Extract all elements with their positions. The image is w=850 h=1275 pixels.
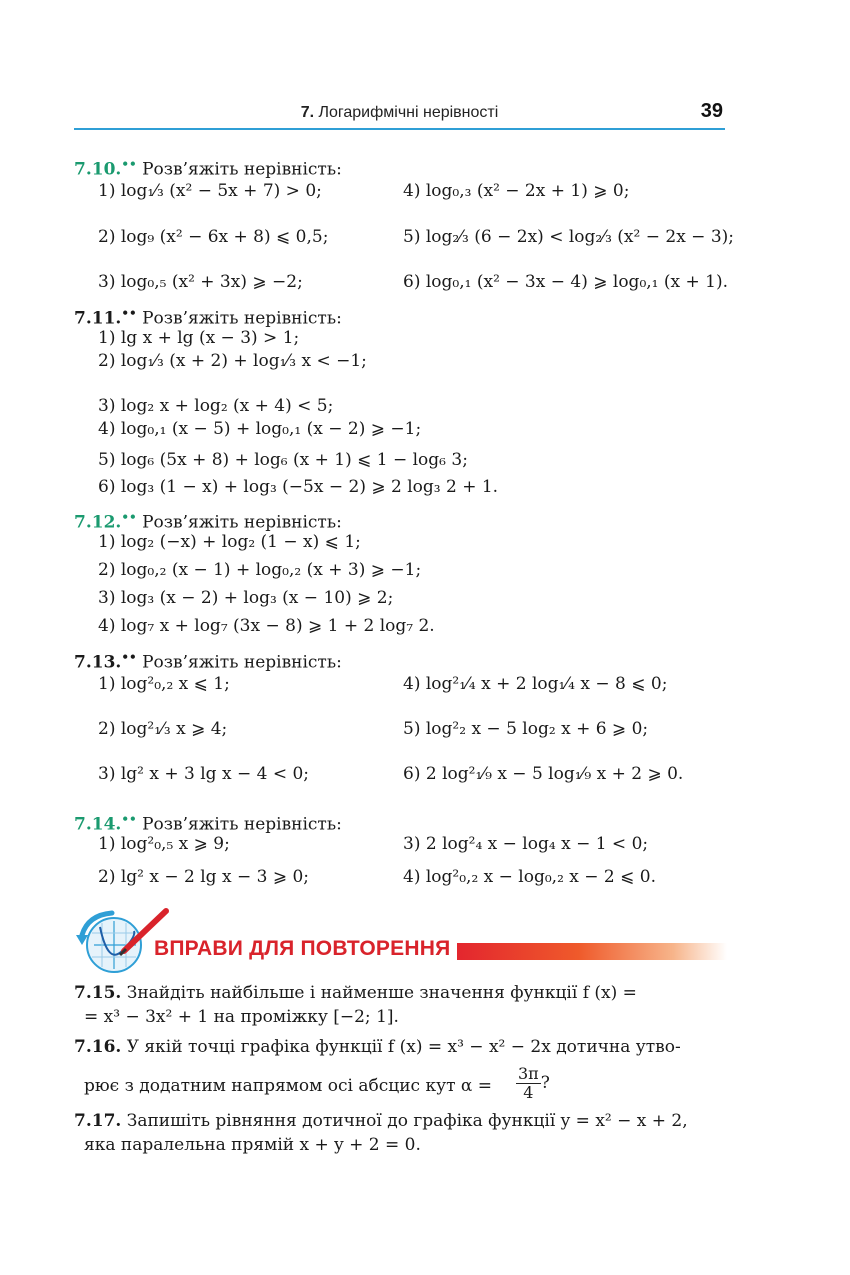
exercise-instruction: Розв’яжіть нерівність: xyxy=(142,308,342,329)
exercise-heading xyxy=(74,302,342,330)
question-mark: ? xyxy=(540,1073,550,1093)
chapter-title xyxy=(74,104,725,122)
inequality-item: 2) log₀,₂ (x − 1) + log₀,₂ (x + 3) ⩾ −1; xyxy=(98,560,422,580)
exercise-heading xyxy=(74,808,342,836)
inequality-item: 4) log₀,₁ (x − 5) + log₀,₁ (x − 2) ⩾ −1; xyxy=(98,419,422,439)
difficulty-dots: •• xyxy=(121,650,137,664)
inequality-item: 5) log₆ (5x + 8) + log₆ (x + 1) ⩽ 1 − log₆ 3; xyxy=(98,450,468,470)
inequality-item: 1) lg x + lg (x − 3) > 1; xyxy=(98,328,300,348)
page-header xyxy=(74,96,725,130)
inequality-item: 1) log₁⁄₃ (x² − 5x + 7) > 0; xyxy=(98,181,322,201)
task-number: 7.16. xyxy=(74,1037,122,1057)
banner-stripe xyxy=(457,943,727,960)
review-task-line xyxy=(74,1110,688,1132)
inequality-item: 2) log²₁⁄₃ x ⩾ 4; xyxy=(98,719,228,739)
chapter-name: Логарифмічні нерівності xyxy=(318,104,499,121)
exercise-instruction: Розв’яжіть нерівність: xyxy=(142,512,342,533)
review-task-line xyxy=(84,1006,399,1028)
exercise-instruction: Розв’яжіть нерівність: xyxy=(142,652,342,673)
difficulty-dots: •• xyxy=(121,306,137,320)
difficulty-dots: •• xyxy=(121,812,137,826)
exercise-heading xyxy=(74,153,342,181)
inequality-item: 3) log₀,₅ (x² + 3x) ⩾ −2; xyxy=(98,272,303,292)
exercise-instruction: Розв’яжіть нерівність: xyxy=(142,814,342,835)
inequality-item: 3) 2 log²₄ x − log₄ x − 1 < 0; xyxy=(403,834,649,854)
inequality-item: 3) log₂ x + log₂ (x + 4) < 5; xyxy=(98,396,334,416)
inequality-item: 2) log₉ (x² − 6x + 8) ⩽ 0,5; xyxy=(98,227,329,247)
exercise-number: 7.11. xyxy=(74,308,122,329)
review-task-line xyxy=(84,1134,421,1156)
inequality-item: 6) log₃ (1 − x) + log₃ (−5x − 2) ⩾ 2 log₃ 2 + 1. xyxy=(98,477,499,497)
inequality-item: 6) 2 log²₁⁄₉ x − 5 log₁⁄₉ x + 2 ⩾ 0. xyxy=(403,764,684,784)
fraction-numerator: 3π xyxy=(518,1064,539,1083)
page-number: 39 xyxy=(700,100,723,122)
inequality-item: 2) lg² x − 2 lg x − 3 ⩾ 0; xyxy=(98,867,310,887)
task-number: 7.17. xyxy=(74,1111,122,1131)
review-task-line xyxy=(74,1036,681,1058)
exercise-instruction: Розв’яжіть нерівність: xyxy=(142,159,342,180)
inequality-item: 4) log²₁⁄₄ x + 2 log₁⁄₄ x − 8 ⩽ 0; xyxy=(403,674,668,694)
chapter-number: 7. xyxy=(300,104,315,121)
task-number: 7.15. xyxy=(74,983,122,1003)
inequality-item: 5) log₂⁄₃ (6 − 2x) < log₂⁄₃ (x² − 2x − 3); xyxy=(403,227,735,247)
difficulty-dots: •• xyxy=(121,157,137,171)
review-task-line xyxy=(84,1075,492,1097)
exercise-number: 7.14. xyxy=(74,814,122,835)
alpha-fraction xyxy=(516,1065,550,1102)
exercise-number: 7.12. xyxy=(74,512,122,533)
task-text: У якій точці графіка функції f (x) = x³ − x² − 2x дотична утво- xyxy=(126,1037,681,1057)
exercise-heading xyxy=(74,646,342,674)
task-text: рює з додатним напрямом осі абсцис кут α = xyxy=(84,1076,493,1096)
exercise-number: 7.13. xyxy=(74,652,122,673)
exercise-number: 7.10. xyxy=(74,159,122,180)
inequality-item: 4) log₀,₃ (x² − 2x + 1) ⩾ 0; xyxy=(403,181,630,201)
review-task-line xyxy=(74,982,637,1004)
difficulty-dots: •• xyxy=(121,510,137,524)
inequality-item: 4) log₇ x + log₇ (3x − 8) ⩾ 1 + 2 log₇ 2. xyxy=(98,616,435,636)
inequality-item: 6) log₀,₁ (x² − 3x − 4) ⩾ log₀,₁ (x + 1). xyxy=(403,272,729,292)
inequality-item: 1) log²₀,₂ x ⩽ 1; xyxy=(98,674,230,694)
review-section-banner xyxy=(74,905,726,977)
exercise-heading xyxy=(74,506,342,534)
task-text: яка паралельна прямій x + y + 2 = 0. xyxy=(84,1135,421,1155)
task-text: Знайдіть найбільше і найменше значення функції f (x) = xyxy=(126,983,637,1003)
inequality-item: 3) lg² x + 3 lg x − 4 < 0; xyxy=(98,764,310,784)
section-title: ВПРАВИ ДЛЯ ПОВТОРЕННЯ xyxy=(154,937,451,960)
inequality-item: 4) log²₀,₂ x − log₀,₂ x − 2 ⩽ 0. xyxy=(403,867,657,887)
task-text: = x³ − 3x² + 1 на проміжку [−2; 1]. xyxy=(84,1007,399,1027)
inequality-item: 2) log₁⁄₃ (x + 2) + log₁⁄₃ x < −1; xyxy=(98,351,367,371)
inequality-item: 3) log₃ (x − 2) + log₃ (x − 10) ⩾ 2; xyxy=(98,588,394,608)
fraction-denominator: 4 xyxy=(523,1083,534,1102)
task-text: Запишіть рівняння дотичної до графіка функції y = x² − x + 2, xyxy=(126,1111,688,1131)
inequality-item: 5) log²₂ x − 5 log₂ x + 6 ⩾ 0; xyxy=(403,719,649,739)
inequality-item: 1) log₂ (−x) + log₂ (1 − x) ⩽ 1; xyxy=(98,532,361,552)
inequality-item: 1) log²₀,₅ x ⩾ 9; xyxy=(98,834,230,854)
